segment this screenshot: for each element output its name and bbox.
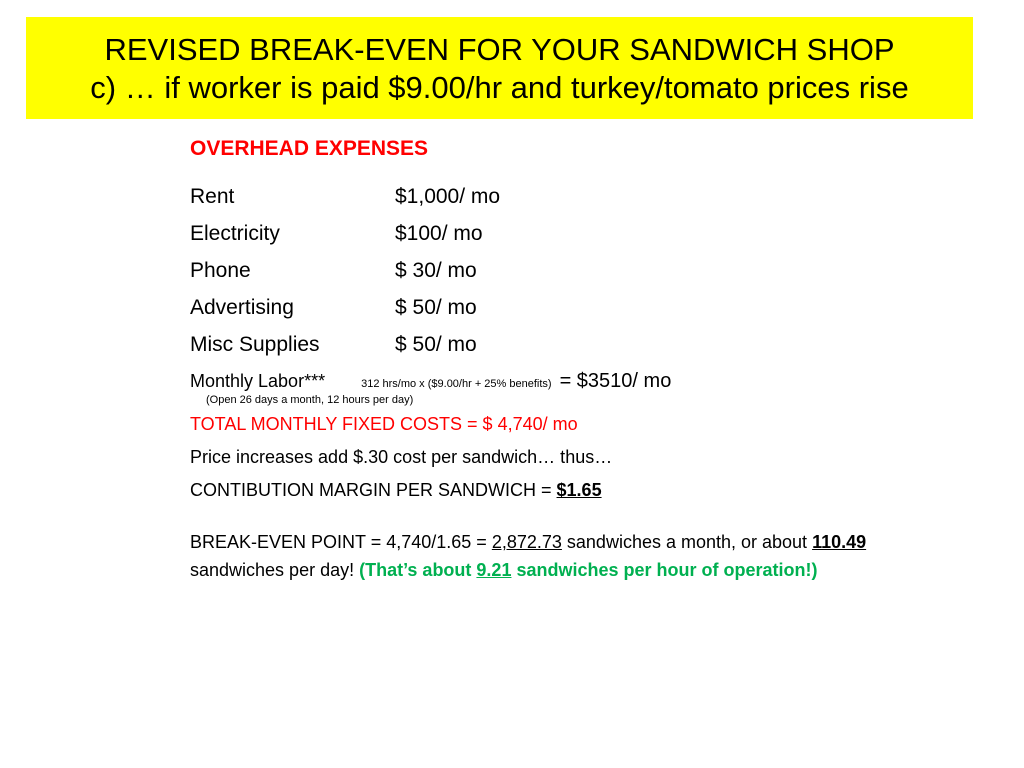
labor-total: = $3510/ mo (559, 370, 672, 392)
expense-row-electricity (190, 222, 930, 259)
expense-value: $1,000/ mo (395, 185, 501, 208)
hourly-statement (359, 560, 817, 580)
expense-row-advertising (190, 296, 930, 333)
total-fixed-costs: TOTAL MONTHLY FIXED COSTS = $ 4,740/ mo (190, 414, 578, 434)
expense-label: Advertising (190, 296, 294, 319)
title-banner (26, 17, 973, 119)
break-even-paragraph (190, 528, 930, 584)
overhead-heading: OVERHEAD EXPENSES (190, 137, 429, 160)
expense-label: Misc Supplies (190, 333, 320, 356)
margin-label: CONTIBUTION MARGIN PER SANDWICH = (190, 480, 557, 500)
expense-row-misc-supplies (190, 333, 930, 370)
labor-row (190, 370, 930, 392)
labor-label: Monthly Labor*** (190, 371, 326, 391)
expense-label: Rent (190, 185, 235, 208)
expense-row-rent (190, 185, 930, 222)
hourly-suffix: sandwiches per hour of operation!) (511, 560, 818, 580)
expense-value: $ 30/ mo (395, 259, 477, 282)
expense-label: Electricity (190, 222, 280, 245)
daily-suffix: sandwiches per day! (190, 560, 360, 580)
break-even-prefix: BREAK-EVEN POINT = 4,740/1.65 = (190, 532, 492, 552)
title-line-2: c) … if worker is paid $9.00/hr and turkey/tomato prices rise (90, 70, 909, 105)
expense-value: $ 50/ mo (395, 333, 477, 356)
monthly-sandwiches: 2,872.73 (491, 532, 562, 552)
labor-note: (Open 26 days a month, 12 hours per day) (206, 394, 414, 406)
price-increase-text: Price increases add $.30 cost per sandwich… thus… (190, 447, 613, 467)
expense-label: Phone (190, 259, 251, 282)
expense-row-phone (190, 259, 930, 296)
expense-value: $ 50/ mo (395, 296, 477, 319)
expense-value: $100/ mo (395, 222, 483, 245)
title-line-1: REVISED BREAK-EVEN FOR YOUR SANDWICH SHOP (104, 32, 895, 67)
contribution-margin (190, 478, 930, 528)
hourly-sandwiches: 9.21 (476, 560, 512, 580)
margin-value: $1.65 (556, 480, 602, 500)
labor-calculation: 312 hrs/mo x ($9.00/hr + 25% benefits) (361, 378, 552, 390)
break-even-mid: sandwiches a month, or about (561, 532, 813, 552)
hourly-prefix: (That’s about (359, 560, 477, 580)
daily-sandwiches: 110.49 (812, 532, 867, 552)
slide-content (190, 135, 930, 584)
